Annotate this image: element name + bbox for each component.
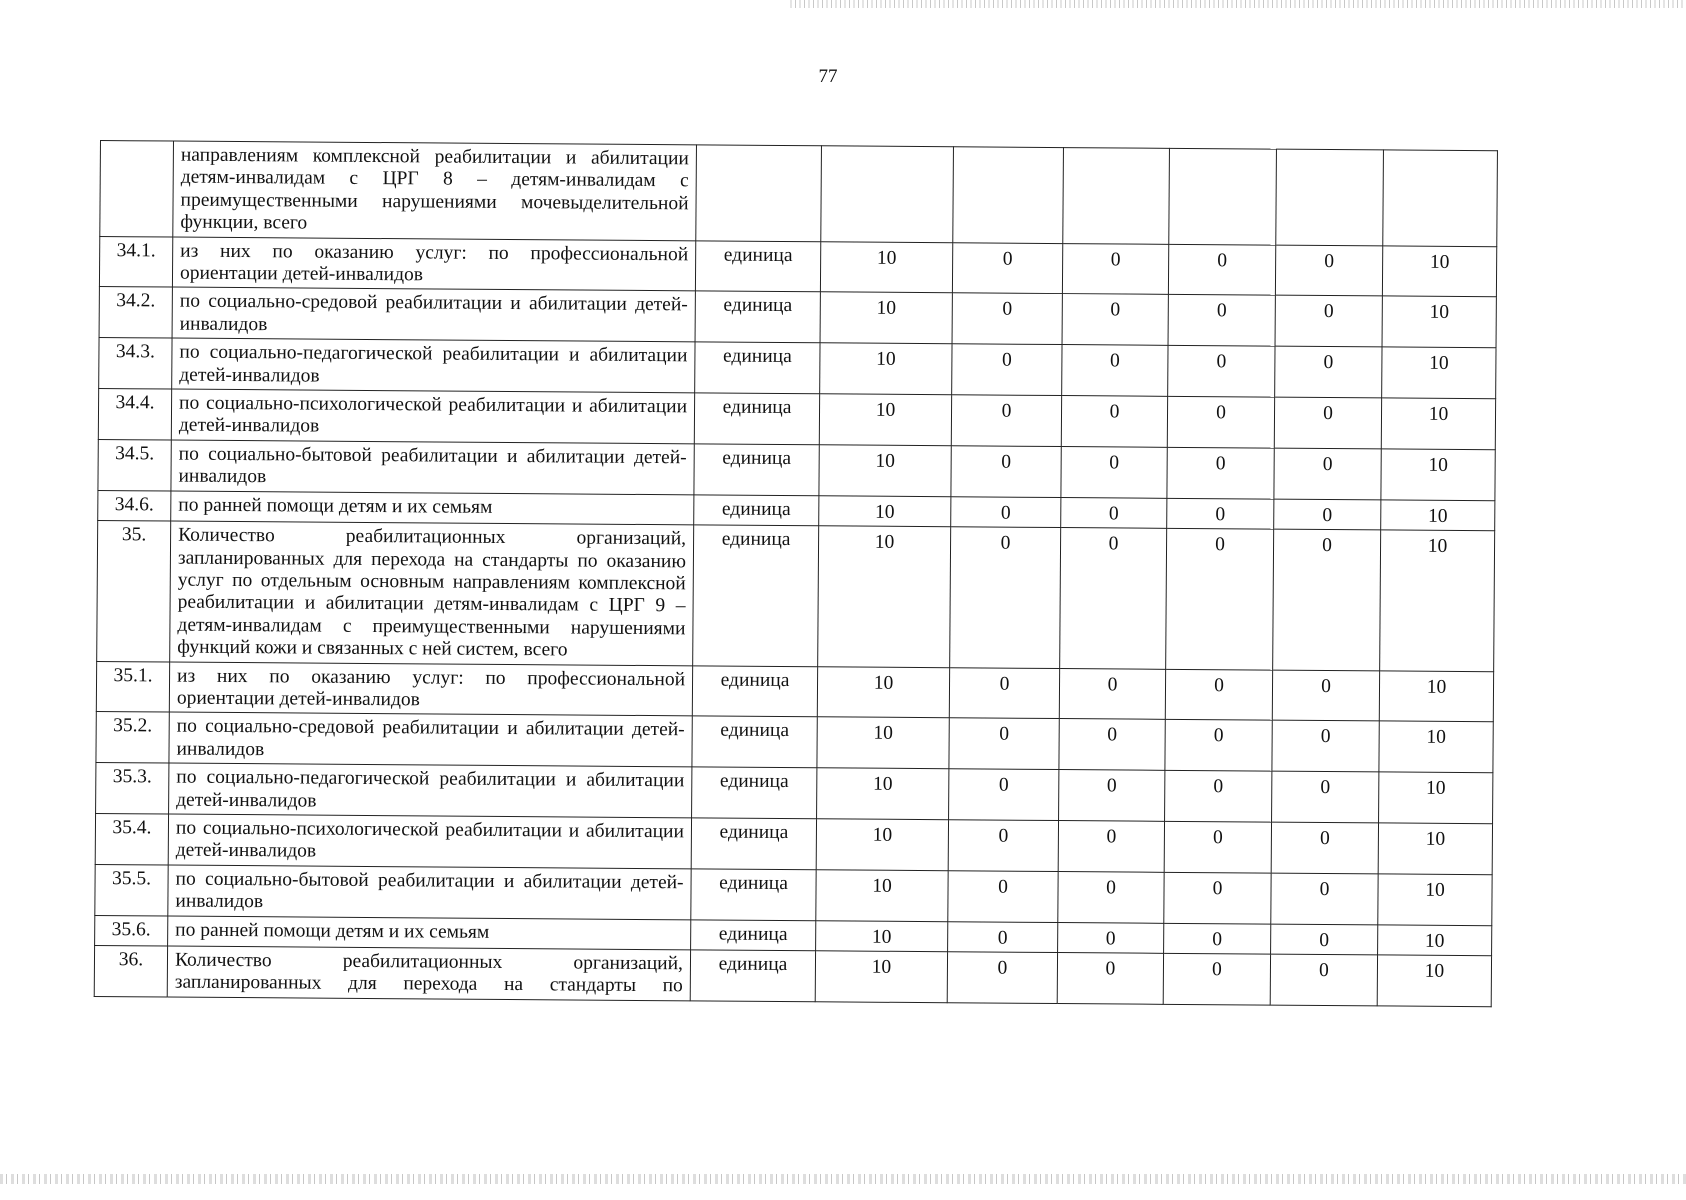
value-cell [1164, 923, 1271, 954]
value-text: 0 [1211, 959, 1222, 981]
value-text: 10 [1425, 828, 1446, 850]
value-text: 0 [1109, 452, 1120, 474]
indicator-name: по социально-бытовой реабилитации и абилитации детей-инвалидов [171, 440, 694, 495]
unit-cell: единица [694, 444, 819, 496]
value-cell [1275, 296, 1382, 348]
value-text: 0 [997, 957, 1008, 979]
row-number [100, 141, 174, 237]
indicator-name: по социально-средовой реабилитации и абилитации детей-инвалидов [172, 287, 695, 342]
value-cell [1276, 149, 1384, 245]
value-cell [952, 242, 1062, 294]
value-text: 0 [1213, 725, 1224, 747]
unit-cell: единица [694, 495, 819, 526]
value-cell [1167, 447, 1274, 499]
value-text: 0 [1216, 300, 1227, 322]
value-text: 0 [1322, 453, 1333, 475]
unit-cell: единица [695, 291, 820, 343]
value-cell [819, 495, 951, 526]
value-cell [815, 951, 947, 1003]
value-cell [819, 394, 951, 446]
value-text: 0 [1323, 352, 1334, 374]
value-cell [1275, 346, 1382, 398]
value-cell [1379, 721, 1493, 773]
value-cell [1061, 446, 1167, 498]
value-cell [1274, 499, 1381, 530]
value-text: 0 [1108, 533, 1119, 555]
value-text: 0 [1106, 826, 1117, 848]
value-text: 10 [876, 247, 897, 269]
indicator-name: по социально-педагогической реабилитации и абилитации детей-инвалидов [169, 763, 692, 818]
table-row [100, 141, 1498, 247]
value-cell [1060, 528, 1167, 669]
data-table [94, 140, 1498, 1007]
value-text: 0 [1216, 351, 1227, 373]
value-text: 0 [1322, 535, 1333, 557]
value-cell [816, 819, 948, 871]
table-row [97, 521, 1495, 672]
value-text: 0 [1214, 674, 1224, 696]
value-cell [951, 446, 1061, 498]
scan-edge-top [790, 0, 1686, 8]
value-cell [1062, 345, 1168, 397]
value-text: 10 [1425, 777, 1446, 800]
indicator-name: по социально-педагогической реабилитации и абилитации детей-инвалидов [172, 338, 695, 393]
value-text: 0 [1215, 453, 1226, 475]
row-number: 34.2. [99, 287, 172, 338]
value-cell [816, 870, 948, 922]
value-text: 0 [1212, 827, 1223, 849]
unit-cell: единица [693, 525, 819, 666]
value-cell [947, 952, 1057, 1004]
value-cell [1382, 347, 1496, 399]
value-cell [1165, 720, 1272, 772]
value-text: 10 [1429, 251, 1450, 273]
indicator-name: Количество реабилитационных организаций, запланированных для перехода на стандарты по [167, 946, 690, 1001]
value-cell [1061, 497, 1167, 528]
value-text: 0 [1110, 299, 1121, 321]
value-cell [1169, 148, 1277, 244]
value-text: 0 [1106, 877, 1116, 899]
page-number: 77 [818, 66, 838, 87]
value-text: 0 [1212, 928, 1223, 950]
row-number: 35.6. [95, 915, 168, 946]
value-text: 0 [1320, 726, 1331, 748]
value-cell [1378, 874, 1492, 926]
value-text: 10 [873, 672, 894, 694]
value-cell [1382, 296, 1496, 348]
value-text: 0 [1109, 350, 1120, 372]
value-cell [1271, 873, 1378, 925]
value-text: 0 [999, 723, 1010, 746]
value-cell [1058, 922, 1164, 953]
indicator-name: по социально-психологической реабилитации и абилитации детей-инвалидов [171, 389, 694, 444]
value-text: 0 [1319, 929, 1330, 951]
value-cell [816, 920, 948, 951]
value-text: 0 [1215, 534, 1226, 556]
value-cell [1168, 346, 1275, 398]
value-cell [1163, 953, 1270, 1005]
value-text: 10 [1424, 960, 1445, 982]
value-cell [820, 292, 952, 344]
value-cell [1166, 528, 1274, 669]
value-cell [1271, 924, 1378, 955]
value-cell [1058, 821, 1164, 873]
value-text: 0 [1321, 675, 1331, 697]
value-text: 10 [876, 348, 896, 371]
value-cell [1274, 397, 1381, 449]
value-cell [817, 768, 949, 820]
value-text: 0 [1320, 777, 1331, 799]
value-cell [1381, 398, 1495, 450]
value-cell [1165, 669, 1272, 721]
value-text: 10 [1429, 302, 1450, 324]
row-number: 36. [94, 945, 167, 996]
value-cell [948, 921, 1058, 952]
value-text: 0 [1002, 299, 1013, 321]
value-text: 0 [1216, 402, 1226, 424]
unit-cell [696, 145, 822, 242]
value-text: 0 [999, 673, 1010, 695]
row-number: 34.4. [98, 389, 171, 440]
value-cell [1167, 396, 1274, 448]
value-cell [1167, 498, 1274, 529]
value-cell [1379, 670, 1493, 722]
value-cell [1273, 529, 1381, 670]
indicator-name: по социально-средовой реабилитации и абилитации детей-инвалидов [169, 712, 692, 767]
value-cell [1059, 770, 1165, 822]
row-number: 35.5. [95, 864, 168, 915]
value-cell [951, 395, 1061, 447]
value-text: 0 [1215, 503, 1226, 525]
value-text: 0 [998, 876, 1009, 898]
value-text: 0 [1107, 673, 1118, 696]
unit-cell: единица [695, 240, 820, 292]
row-number: 35.1. [96, 661, 169, 712]
value-text: 10 [1428, 454, 1448, 476]
value-text: 0 [1107, 724, 1118, 746]
value-text: 0 [1212, 877, 1223, 900]
value-cell [1274, 448, 1381, 500]
value-cell [1378, 823, 1492, 875]
value-text: 0 [1001, 349, 1012, 371]
unit-cell: единица [692, 665, 817, 717]
value-cell [1164, 821, 1271, 873]
row-number: 35. [97, 521, 171, 662]
value-text: 10 [1424, 930, 1445, 952]
value-cell [1059, 668, 1165, 720]
value-text: 0 [1001, 451, 1012, 473]
value-cell [1168, 244, 1275, 296]
value-cell [821, 146, 954, 243]
value-cell [1270, 954, 1377, 1006]
value-text: 10 [1426, 727, 1446, 749]
indicator-name: направлениям комплексной реабилитации и абилитации детям-инвалидам с ЦРГ 8 – детям-инвалидам с преимущественными нарушениями мочевыделительной функции, всего [173, 141, 697, 240]
value-text: 0 [1322, 504, 1333, 526]
value-text: 10 [1429, 352, 1449, 375]
indicator-name: Количество реабилитационных организаций, запланированных для перехода на стандарты по оказанию услуг по отдельным основным направлениям комплексной реабилитации и абилитации детям-инвалидам с ЦРГ 9 – детям-инвалидам с преимущественными нарушениями функций кожи и связанных с ней систем, всего [170, 521, 694, 665]
value-cell [820, 241, 952, 293]
value-text: 10 [874, 531, 895, 553]
value-cell [952, 344, 1062, 396]
row-number: 34.6. [98, 490, 171, 521]
value-text: 10 [1425, 879, 1445, 901]
value-text: 0 [1106, 775, 1117, 797]
value-text: 10 [873, 723, 893, 745]
scan-edge-bottom [0, 1174, 1686, 1184]
value-text: 0 [1000, 532, 1011, 554]
value-text: 10 [1426, 676, 1447, 698]
table-row [94, 945, 1491, 1006]
value-text: 0 [1217, 249, 1228, 271]
value-cell [819, 445, 951, 497]
value-text: 10 [1427, 505, 1448, 527]
value-cell [1165, 770, 1272, 822]
value-text: 10 [1428, 403, 1449, 425]
value-cell [817, 717, 949, 769]
value-cell [949, 769, 1059, 821]
value-text: 0 [1105, 958, 1116, 980]
value-text: 10 [872, 773, 893, 795]
value-cell [1061, 396, 1167, 448]
value-cell [1062, 243, 1168, 295]
unit-cell: единица [694, 393, 819, 445]
value-cell [948, 820, 1058, 872]
value-cell [951, 496, 1061, 527]
value-cell [1381, 500, 1495, 531]
value-cell [1272, 771, 1379, 823]
value-cell [949, 667, 1059, 719]
value-cell [1380, 530, 1495, 671]
value-text: 10 [871, 956, 892, 978]
value-cell [1377, 955, 1491, 1007]
value-text: 0 [998, 774, 1009, 796]
value-cell [1059, 719, 1165, 771]
indicator-name: по ранней помощи детям и их семьям [168, 916, 691, 950]
value-cell [1058, 871, 1164, 923]
value-cell [1383, 150, 1498, 246]
value-text: 0 [1319, 878, 1330, 900]
value-text: 10 [871, 926, 892, 948]
value-text: 10 [872, 875, 892, 897]
value-text: 0 [998, 825, 1009, 847]
value-cell [1168, 295, 1275, 347]
indicator-name: по социально-психологической реабилитации и абилитации детей-инвалидов [168, 814, 691, 869]
row-number: 34.3. [99, 338, 172, 389]
value-text: 10 [1427, 535, 1448, 557]
value-cell [1378, 924, 1492, 955]
value-cell [948, 871, 1058, 923]
table-body [94, 141, 1497, 1007]
value-text: 10 [875, 399, 896, 421]
value-cell [1057, 953, 1163, 1005]
value-cell [953, 147, 1064, 243]
indicator-name: по социально-бытовой реабилитации и абилитации детей-инвалидов [168, 865, 691, 920]
value-text: 0 [1323, 403, 1333, 425]
value-text: 0 [1318, 959, 1329, 982]
value-cell [1275, 245, 1382, 297]
value-cell [817, 666, 949, 718]
value-text: 0 [1000, 502, 1011, 524]
indicator-name: из них по оказанию услуг: по профессиональной ориентации детей-инвалидов [172, 237, 695, 292]
value-cell [1271, 822, 1378, 874]
value-text: 10 [875, 450, 895, 472]
indicator-name: из них по оказанию услуг: по профессиональной ориентации детей-инвалидов [169, 662, 692, 717]
unit-cell: единица [690, 950, 815, 1002]
value-text: 0 [1319, 827, 1330, 850]
unit-cell: единица [691, 818, 816, 870]
unit-cell: единица [691, 919, 816, 950]
value-text: 10 [876, 298, 897, 320]
value-cell [1382, 246, 1496, 298]
value-text: 0 [1213, 776, 1224, 798]
row-number: 35.2. [96, 712, 169, 763]
unit-cell: единица [692, 767, 817, 819]
value-text: 0 [1002, 248, 1013, 270]
value-cell [1164, 872, 1271, 924]
value-cell [1063, 148, 1170, 244]
row-number: 35.4. [95, 813, 168, 864]
value-cell [1381, 449, 1495, 501]
value-text: 0 [997, 927, 1008, 949]
value-cell [818, 526, 951, 667]
value-text: 0 [1110, 249, 1121, 271]
value-cell [1272, 670, 1379, 722]
indicator-name: по ранней помощи детям и их семьям [171, 491, 694, 525]
value-text: 0 [1105, 927, 1116, 950]
row-number: 34.1. [99, 236, 172, 287]
value-cell [952, 293, 1062, 345]
value-cell [949, 718, 1059, 770]
value-text: 0 [1001, 400, 1012, 422]
value-cell [950, 527, 1061, 668]
value-cell [820, 343, 952, 395]
value-text: 0 [1324, 250, 1335, 272]
value-text: 10 [872, 824, 893, 846]
unit-cell: единица [695, 342, 820, 394]
row-number: 34.5. [98, 439, 171, 490]
value-text: 10 [874, 501, 895, 523]
unit-cell: единица [691, 869, 816, 921]
value-cell [1272, 720, 1379, 772]
unit-cell: единица [692, 716, 817, 768]
value-cell [1379, 772, 1493, 824]
value-text: 0 [1323, 301, 1334, 323]
value-text: 0 [1108, 503, 1119, 525]
value-cell [1062, 294, 1168, 346]
row-number: 35.3. [96, 763, 169, 814]
value-text: 0 [1109, 401, 1120, 423]
